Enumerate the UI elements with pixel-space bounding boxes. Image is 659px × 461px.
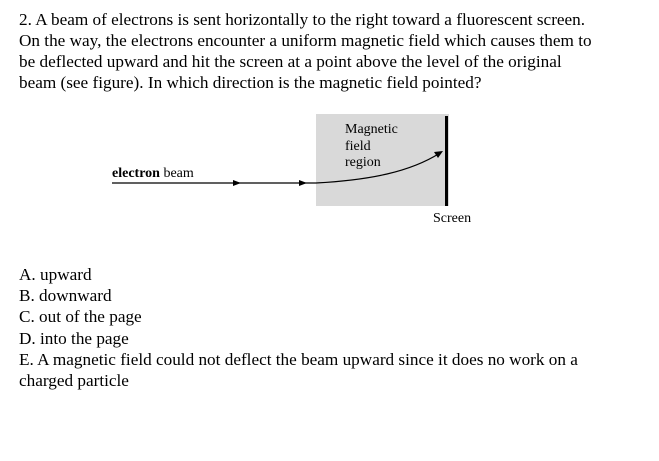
field-region-label-line: Magnetic bbox=[345, 122, 398, 137]
option-a: A. upward bbox=[19, 265, 92, 284]
option-b: B. downward bbox=[19, 286, 112, 306]
question-line: be deflected upward and hit the screen at a point above the level of the original bbox=[19, 52, 562, 71]
beam-label-bold: electron bbox=[112, 166, 160, 181]
field-region-label-line: region bbox=[345, 155, 381, 170]
question-line: On the way, the electrons encounter a uniform magnetic field which causes them to bbox=[19, 31, 592, 50]
beam-arrowhead-icon bbox=[299, 180, 307, 186]
answer-options bbox=[19, 264, 651, 391]
question-line: 2. A beam of electrons is sent horizontally to the right toward a fluorescent screen. bbox=[19, 10, 586, 29]
beam-arrowhead-icon bbox=[233, 180, 241, 186]
beam-label-rest: beam bbox=[159, 166, 194, 181]
option-e-continued: charged particle bbox=[19, 371, 129, 391]
field-region-label-line: field bbox=[345, 138, 371, 154]
screen-label: Screen bbox=[433, 211, 472, 226]
question-line: beam (see figure). In which direction is the magnetic field pointed? bbox=[19, 73, 482, 92]
field-region-label bbox=[345, 122, 398, 172]
option-c: C. out of the page bbox=[19, 307, 142, 327]
electron-beam-label bbox=[112, 166, 194, 182]
question-text bbox=[19, 9, 651, 93]
option-d: D. into the page bbox=[19, 328, 129, 348]
option-e: E. A magnetic field could not deflect the beam upward since it does no work on a bbox=[19, 349, 578, 369]
